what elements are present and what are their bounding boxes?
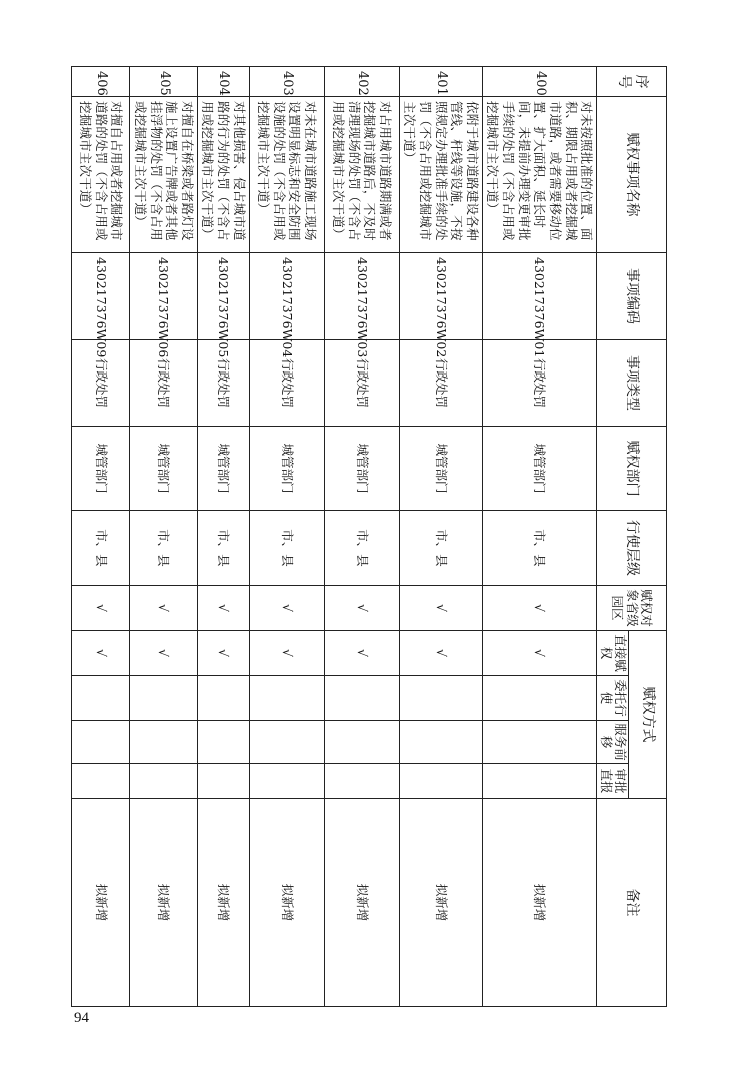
row-type: 行政处罚 xyxy=(197,340,249,427)
row-name: 对擅自占用或者挖掘城市道路的处罚（不含占用或挖掘城市主次干道） xyxy=(72,97,130,253)
row-method-report xyxy=(482,764,596,799)
row-name: 对未按照批准的位置、面积、期限占用或者挖掘城市道路，或者需要移动位置、扩大面积、延长时间，未提前办理变更审批手续的处罚（不含占用或挖掘城市主次干道） xyxy=(482,97,596,253)
row-method-direct: √ xyxy=(197,631,249,676)
row-method-report xyxy=(130,764,198,799)
row-note: 拟新增 xyxy=(399,799,482,1007)
row-method-direct: √ xyxy=(324,631,399,676)
row-name: 对未在城市道路施工现场设置明显标志和安全防围设施的处罚（不含占用或挖掘城市主次干道） xyxy=(249,97,324,253)
table-row xyxy=(130,67,198,1007)
header-seq: 序号 xyxy=(597,67,667,97)
row-method-entrust xyxy=(324,676,399,721)
row-level: 市、县 xyxy=(482,511,596,586)
row-method-entrust xyxy=(72,676,130,721)
empowerment-table xyxy=(71,66,667,1007)
table-row xyxy=(324,67,399,1007)
row-method-entrust xyxy=(130,676,198,721)
row-name: 依附于城市道路建设各种管线、杆线等设施，不按照规定办理批准手续的处罚（不含占用或挖掘城市主次干道） xyxy=(399,97,482,253)
row-type: 行政处罚 xyxy=(399,340,482,427)
row-type: 行政处罚 xyxy=(130,340,198,427)
row-type: 行政处罚 xyxy=(324,340,399,427)
row-code: 430217376W04 xyxy=(249,253,324,340)
row-method-forward xyxy=(399,721,482,764)
row-note: 拟新增 xyxy=(197,799,249,1007)
row-method-report xyxy=(324,764,399,799)
header-method-entrust: 委托行使 xyxy=(597,676,629,721)
table-row xyxy=(249,67,324,1007)
row-target: √ xyxy=(324,586,399,631)
row-dept: 城管部门 xyxy=(130,427,198,511)
row-dept: 城管部门 xyxy=(249,427,324,511)
row-method-entrust xyxy=(399,676,482,721)
row-seq: 402 xyxy=(324,67,399,97)
header-code: 事项编码 xyxy=(597,253,667,340)
table-row xyxy=(482,67,596,1007)
row-target: √ xyxy=(197,586,249,631)
row-name: 对其他损害、侵占城市道路的行为的处罚（不含占用或挖掘城市主次干道） xyxy=(197,97,249,253)
row-method-direct: √ xyxy=(249,631,324,676)
header-method-direct: 直接赋权 xyxy=(597,631,629,676)
row-name: 对占用城市道路期满或者挖掘城市道路后，不及时清理现场的处罚（不含占用或挖掘城市主次干道） xyxy=(324,97,399,253)
row-code: 430217376W06 xyxy=(130,253,198,340)
row-dept: 城管部门 xyxy=(482,427,596,511)
row-type: 行政处罚 xyxy=(72,340,130,427)
row-dept: 城管部门 xyxy=(197,427,249,511)
table-row xyxy=(399,67,482,1007)
row-method-direct: √ xyxy=(482,631,596,676)
row-note: 拟新增 xyxy=(72,799,130,1007)
row-target: √ xyxy=(399,586,482,631)
row-code: 430217376W01 xyxy=(482,253,596,340)
row-seq: 405 xyxy=(130,67,198,97)
row-type: 行政处罚 xyxy=(482,340,596,427)
row-seq: 403 xyxy=(249,67,324,97)
row-code: 430217376W09 xyxy=(72,253,130,340)
row-method-report xyxy=(399,764,482,799)
row-target: √ xyxy=(249,586,324,631)
row-level: 市、县 xyxy=(197,511,249,586)
row-level: 市、县 xyxy=(399,511,482,586)
header-type: 事项类型 xyxy=(597,340,667,427)
row-method-direct: √ xyxy=(399,631,482,676)
row-level: 市、县 xyxy=(72,511,130,586)
row-seq: 400 xyxy=(482,67,596,97)
row-method-forward xyxy=(324,721,399,764)
header-level: 行使层级 xyxy=(597,511,667,586)
row-level: 市、县 xyxy=(130,511,198,586)
row-code: 430217376W03 xyxy=(324,253,399,340)
row-method-forward xyxy=(197,721,249,764)
row-method-report xyxy=(72,764,130,799)
row-seq: 404 xyxy=(197,67,249,97)
row-code: 430217376W02 xyxy=(399,253,482,340)
row-note: 拟新增 xyxy=(482,799,596,1007)
row-method-report xyxy=(197,764,249,799)
row-dept: 城管部门 xyxy=(399,427,482,511)
row-note: 拟新增 xyxy=(324,799,399,1007)
row-method-forward xyxy=(249,721,324,764)
row-seq: 406 xyxy=(72,67,130,97)
row-method-direct: √ xyxy=(72,631,130,676)
page-number: 94 xyxy=(74,1010,89,1026)
header-note: 备注 xyxy=(597,799,667,1007)
row-level: 市、县 xyxy=(249,511,324,586)
header-method: 赋权方式 xyxy=(629,631,667,799)
row-code: 430217376W05 xyxy=(197,253,249,340)
header-name: 赋权事项名称 xyxy=(597,97,667,253)
row-seq: 401 xyxy=(399,67,482,97)
table-row xyxy=(197,67,249,1007)
table-row xyxy=(72,67,130,1007)
rotated-table-wrapper xyxy=(77,66,667,1006)
header-method-report: 审批直报 xyxy=(597,764,629,799)
row-method-entrust xyxy=(482,676,596,721)
row-dept: 城管部门 xyxy=(324,427,399,511)
row-dept: 城管部门 xyxy=(72,427,130,511)
row-method-forward xyxy=(72,721,130,764)
row-method-report xyxy=(249,764,324,799)
row-method-direct: √ xyxy=(130,631,198,676)
row-level: 市、县 xyxy=(324,511,399,586)
row-note: 拟新增 xyxy=(130,799,198,1007)
row-note: 拟新增 xyxy=(249,799,324,1007)
header-dept: 赋权部门 xyxy=(597,427,667,511)
row-method-entrust xyxy=(249,676,324,721)
row-target: √ xyxy=(130,586,198,631)
header-method-forward: 服务前移 xyxy=(597,721,629,764)
row-target: √ xyxy=(72,586,130,631)
row-type: 行政处罚 xyxy=(249,340,324,427)
row-target: √ xyxy=(482,586,596,631)
header-target: 赋权对象省级园区 xyxy=(597,586,667,631)
row-method-forward xyxy=(130,721,198,764)
row-name: 对擅自在桥梁或者路灯设施上设置广告牌或者其他挂浮物的处罚（不含占用或挖掘城市主次干道） xyxy=(130,97,198,253)
row-method-entrust xyxy=(197,676,249,721)
row-method-forward xyxy=(482,721,596,764)
